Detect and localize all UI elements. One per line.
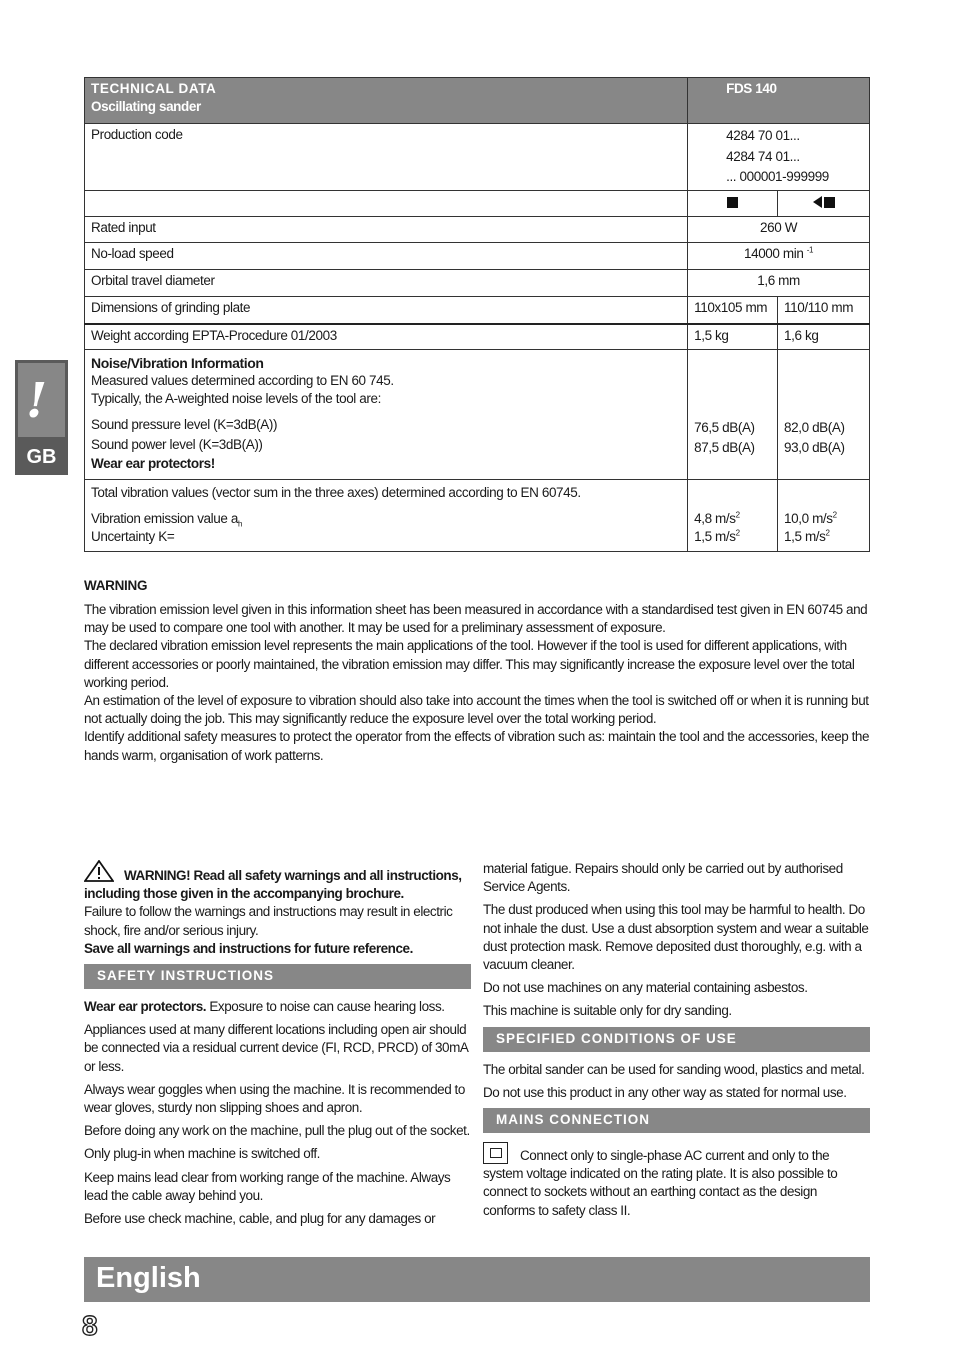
ear-protectors-paragraph xyxy=(84,998,471,1016)
vibration-value-a: 4,8 m/s xyxy=(694,511,736,526)
uncertainty-value-a: 1,5 m/s xyxy=(694,529,736,544)
vibration-total-label: Total vibration values (vector sum in the three axes) determined according to EN 60745. xyxy=(91,485,581,500)
noise-title: Noise/Vibration Information xyxy=(91,355,264,371)
warning-paragraph: The vibration emission level given in this information sheet has been measured in accordance with a standardised test given in EN 60745 and may be used to compare one tool with another. It may be used for a preliminary assessment of exposure. xyxy=(84,602,868,636)
vibration-emission-sub: h xyxy=(237,519,243,529)
uncertainty-value-b: 1,5 m/s xyxy=(784,529,826,544)
safety-warning-text: Failure to follow the warnings and instructions may result in electric shock, fire and/or serious injury. xyxy=(84,904,453,938)
right-column xyxy=(483,860,870,1225)
square-icon xyxy=(824,197,835,208)
no-load-speed-label: No-load speed xyxy=(85,243,688,270)
warning-paragraph: Identify additional safety measures to protect the operator from the effects of vibration such as: maintain the tool and the accessories, keep the hands warm, organisation of work patterns. xyxy=(84,729,870,763)
sound-pressure-b: 82,0 dB(A) xyxy=(784,420,845,435)
noise-line-2: Typically, the A-weighted noise levels of the tool are: xyxy=(91,391,381,406)
vibration-emission-label: Vibration emission value a xyxy=(91,511,238,526)
triangle-left-icon xyxy=(813,196,822,208)
squared-sup: 2 xyxy=(735,528,740,538)
conditions-of-use-bar: SPECIFIED CONDITIONS OF USE xyxy=(483,1027,870,1052)
table-header-title: TECHNICAL DATA xyxy=(91,81,217,96)
table-row xyxy=(85,124,870,191)
orbital-value: 1,6 mm xyxy=(688,270,870,297)
mains-connection-bar: MAINS CONNECTION xyxy=(483,1108,870,1133)
rated-input-value: 260 W xyxy=(688,217,870,243)
production-code-3: ... 000001-999999 xyxy=(726,169,829,184)
production-code-1: 4284 70 01... xyxy=(726,128,800,143)
language-label: English xyxy=(96,1262,201,1294)
table-header-model: FDS 140 xyxy=(688,78,870,124)
uncertainty-label: Uncertainty K= xyxy=(91,529,175,544)
sound-power-b: 93,0 dB(A) xyxy=(784,440,845,455)
wear-ear-protectors: Wear ear protectors! xyxy=(91,456,215,471)
dimensions-label: Dimensions of grinding plate xyxy=(85,297,688,324)
table-row-symbols xyxy=(85,191,870,217)
table-row-vibration xyxy=(85,480,870,552)
sound-power-a: 87,5 dB(A) xyxy=(694,440,755,455)
noise-line-1: Measured values determined according to EN 60 745. xyxy=(91,373,394,388)
warning-body xyxy=(84,601,870,765)
safety-paragraph: This machine is suitable only for dry sanding. xyxy=(483,1003,732,1019)
empty-cell xyxy=(85,191,688,217)
sound-pressure-a: 76,5 dB(A) xyxy=(694,420,755,435)
safety-class-ii-icon xyxy=(483,1142,508,1164)
table-row xyxy=(85,217,870,243)
vibration-value-b: 10,0 m/s xyxy=(784,511,833,526)
rated-input-label: Rated input xyxy=(85,217,688,243)
table-row-noise xyxy=(85,350,870,480)
safety-paragraph: Keep mains lead clear from working range of the machine. Always lead the cable away behind you. xyxy=(84,1169,451,1203)
mains-connection-paragraph xyxy=(483,1142,870,1220)
table-row xyxy=(85,297,870,324)
table-header-row xyxy=(85,78,870,124)
production-code-2: 4284 74 01... xyxy=(726,148,800,164)
production-code-label: Production code xyxy=(85,124,688,191)
ear-protectors-bold: Wear ear protectors. xyxy=(84,999,207,1015)
warning-paragraph: The declared vibration emission level represents the main applications of the tool. However if the tool is used for different applications, with different accessories or poorly maintained, the vibration emission may differ. This may significantly increase the exposure level over the total working period. xyxy=(84,638,855,690)
safety-paragraph: The dust produced when using this tool may be harmful to health. Do not inhale the dust. Use a dust absorption system and wear a suitable dust protection mask. Remove deposited dust thoroughly, e.g. with a vacuum cleaner. xyxy=(483,902,869,973)
mains-connection-text: Connect only to single-phase AC current and only to the system voltage indicated on the rating plate. It is also possible to connect to sockets without an earthing contact as the design conforms to safety class II. xyxy=(483,1148,838,1218)
vibration-values-b xyxy=(778,480,870,552)
safety-paragraph: Always wear goggles when using the machine. It is recommended to wear gloves, sturdy non slipping shoes and apron. xyxy=(84,1081,465,1116)
vibration-info-cell xyxy=(85,480,688,552)
table-row xyxy=(85,243,870,270)
safety-paragraph: material fatigue. Repairs should only be carried out by authorised Service Agents. xyxy=(483,861,843,895)
technical-data-table xyxy=(84,77,870,552)
save-instructions-text: Save all warnings and instructions for future reference. xyxy=(84,940,413,956)
weight-label: Weight according EPTA-Procedure 01/2003 xyxy=(85,324,688,350)
noise-values-a xyxy=(688,350,778,480)
safety-paragraph: Only plug-in when machine is switched off. xyxy=(84,1146,320,1162)
squared-sup: 2 xyxy=(832,510,837,520)
sound-power-label: Sound power level (K=3dB(A)) xyxy=(91,437,263,452)
warning-exclamation-icon: ! xyxy=(18,363,65,437)
squared-sup: 2 xyxy=(735,510,740,520)
noise-info-cell xyxy=(85,350,688,480)
language-footer-bar xyxy=(84,1257,870,1302)
language-code: GB xyxy=(26,446,57,468)
table-row xyxy=(85,324,870,350)
no-load-speed-cell xyxy=(688,243,870,270)
warning-triangle-icon xyxy=(84,860,114,882)
squared-sup: 2 xyxy=(825,528,830,538)
table-header-title-cell xyxy=(85,78,688,124)
no-load-speed-value: 14000 min xyxy=(743,246,804,261)
warning-title: WARNING xyxy=(84,578,148,593)
production-codes-cell xyxy=(688,124,870,191)
safety-warning-heading-row xyxy=(84,860,471,903)
weight-value-a: 1,5 kg xyxy=(688,324,778,350)
vibration-values-a xyxy=(688,480,778,552)
page-number: 8 xyxy=(82,1310,98,1341)
orbital-label: Orbital travel diameter xyxy=(85,270,688,297)
ear-protectors-text: Exposure to noise can cause hearing loss. xyxy=(206,999,445,1015)
vibration-emission-row xyxy=(91,510,681,528)
square-icon xyxy=(727,197,738,208)
dimensions-value-b: 110/110 mm xyxy=(778,297,870,324)
warning-paragraph: An estimation of the level of exposure to vibration should also take into account the times when the tool is switched off or when it is running but not actually doing the job. This may significantly reduce the exposure level over the total working period. xyxy=(84,693,869,727)
sound-pressure-label: Sound pressure level (K=3dB(A)) xyxy=(91,417,278,432)
left-column xyxy=(84,860,471,1233)
no-load-speed-exponent: -1 xyxy=(806,245,814,255)
safety-paragraph: Appliances used at many different locations including open air should be connected via a residual current device (FI, RCD, PRCD) of 30mA or less. xyxy=(84,1022,468,1074)
symbol-cell-a xyxy=(688,191,778,217)
language-side-tab xyxy=(15,360,68,475)
table-row xyxy=(85,270,870,297)
safety-instructions-bar: SAFETY INSTRUCTIONS xyxy=(84,964,471,989)
conditions-paragraph: Do not use this product in any other way as stated for normal use. xyxy=(483,1084,847,1100)
noise-values-b xyxy=(778,350,870,480)
conditions-paragraph: The orbital sander can be used for sanding wood, plastics and metal. xyxy=(483,1061,865,1077)
safety-paragraph: Before use check machine, cable, and plug for any damages or xyxy=(84,1211,436,1227)
weight-value-b: 1,6 kg xyxy=(778,324,870,350)
symbol-cell-b xyxy=(778,191,870,217)
dimensions-value-a: 110x105 mm xyxy=(688,297,778,324)
safety-warning-heading: WARNING! Read all safety warnings and all instructions, including those given in the accompanying brochure. xyxy=(84,868,462,902)
safety-paragraph: Before doing any work on the machine, pull the plug out of the socket. xyxy=(84,1123,470,1139)
table-header-subtitle: Oscillating sander xyxy=(91,99,201,114)
safety-paragraph: Do not use machines on any material containing asbestos. xyxy=(483,980,808,996)
